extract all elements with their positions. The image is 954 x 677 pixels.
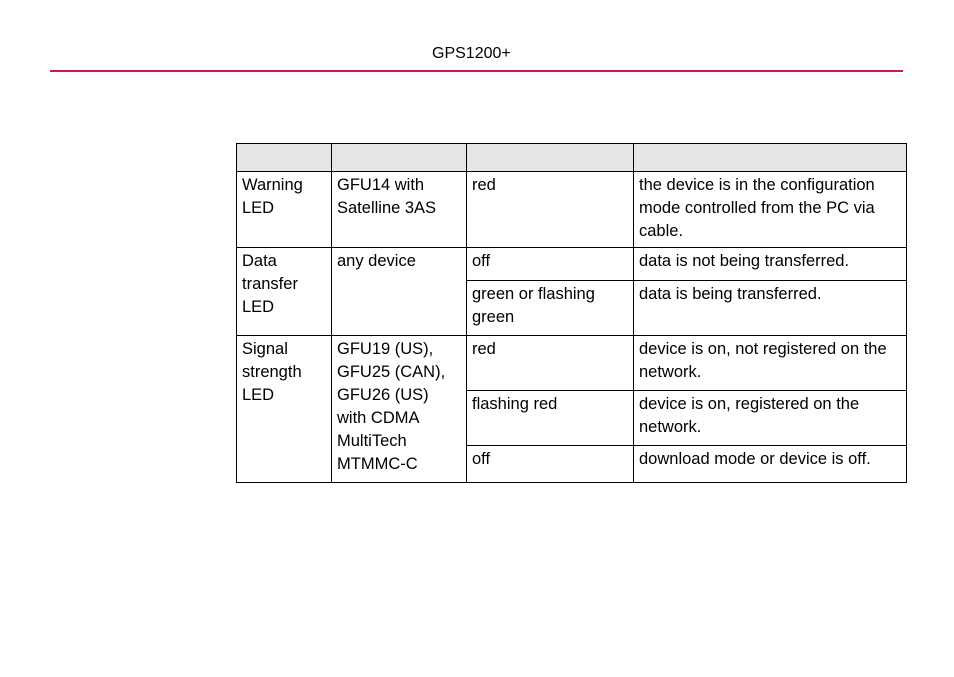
- device-cell: GFU19 (US), GFU25 (CAN), GFU26 (US) with CDMA MultiTech MTMMC-C: [332, 336, 467, 483]
- table-header-row: [237, 144, 907, 172]
- status-cell: flashing red: [467, 391, 634, 446]
- description-cell: download mode or device is off.: [634, 446, 907, 483]
- led-name-cell: Data transfer LED: [237, 248, 332, 336]
- description-cell: the device is in the configuration mode controlled from the PC via cable.: [634, 172, 907, 248]
- device-cell: any device: [332, 248, 467, 336]
- column-header-led: [237, 144, 332, 172]
- description-cell: data is being transferred.: [634, 281, 907, 336]
- status-cell: red: [467, 336, 634, 391]
- description-cell: device is on, registered on the network.: [634, 391, 907, 446]
- table-row: [237, 248, 907, 281]
- table-row: [237, 336, 907, 391]
- led-name-cell: Signal strength LED: [237, 336, 332, 483]
- column-header-device: [332, 144, 467, 172]
- led-name-cell: Warning LED: [237, 172, 332, 248]
- status-cell: red: [467, 172, 634, 248]
- header-divider: [50, 70, 903, 72]
- led-status-table: [236, 143, 907, 483]
- status-cell: green or flashing green: [467, 281, 634, 336]
- description-cell: device is on, not registered on the network.: [634, 336, 907, 391]
- device-cell: GFU14 with Satelline 3AS: [332, 172, 467, 248]
- page-title: GPS1200+: [432, 45, 511, 62]
- description-cell: data is not being transferred.: [634, 248, 907, 281]
- column-header-status: [467, 144, 634, 172]
- status-cell: off: [467, 446, 634, 483]
- column-header-description: [634, 144, 907, 172]
- status-cell: off: [467, 248, 634, 281]
- table-row: [237, 172, 907, 248]
